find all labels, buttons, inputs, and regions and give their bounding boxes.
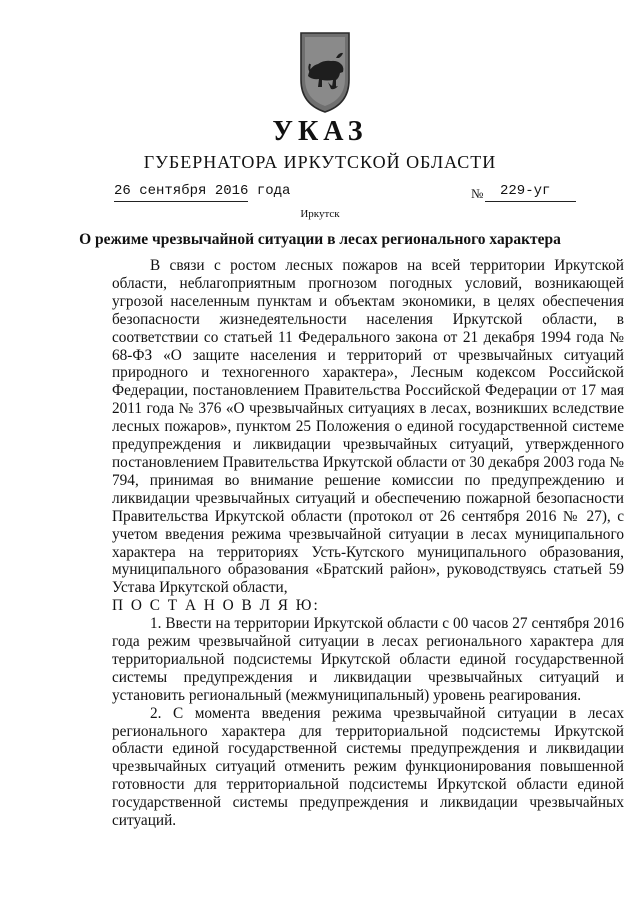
decree-subject-title: О режиме чрезвычайной ситуации в лесах регионального характера bbox=[79, 231, 561, 248]
number-underline bbox=[485, 201, 576, 202]
preamble-paragraph: В связи с ростом лесных пожаров на всей территории Иркутской области, неблагоприятным прогнозом погодных условий, возникающей угрозой населенным пунктам и объектам экономики, в целях обеспечения безопасности жизнедеятельности населения Иркутской области, в соответствии со статьей 11 Федерального закона от 21 декабря 1994 года № 68-ФЗ «О защите населения и территорий от чрезвычайных ситуаций природного и техногенного характера», Лесным кодексом Российской Федерации, постановлением Правительства Российской Федерации от 17 мая 2011 года № 376 «О чрезвычайных ситуациях в лесах, возникших вследствие лесных пожаров», пунктом 25 Положения о единой государственной системе предупреждения и ликвидации чрезвычайных ситуаций, утвержденного постановлением Правительства Иркутской области от 30 декабря 2003 года № 794, принимая во внимание решение комиссии по предупреждению и ликвидации чрезвычайных ситуаций и обеспечению пожарной безопасности Правительства Иркутской области (протокол от 26 сентября 2016 № 27), с учетом введения режима чрезвычайной ситуации в лесах муниципального характера на территориях Усть-Кутского муниципального образования, муниципального образования «Братский район», руководствуясь статьей 59 Устава Иркутской области, bbox=[112, 257, 624, 597]
clause-2: 2. С момента введения режима чрезвычайной ситуации в лесах регионального характера для территориальной подсистемы Иркутской области единой государственной системы предупреждения и ликвидации чрезвычайных ситуаций отменить режим функционирования повышенной готовности для территориальной подсистемы Иркутской области единой государственной системы предупреждения и ликвидации чрезвычайных ситуаций. bbox=[112, 704, 624, 830]
issuer-subtitle: ГУБЕРНАТОРА ИРКУТСКОЙ ОБЛАСТИ bbox=[143, 152, 497, 172]
decree-date: 26 сентября 2016 года bbox=[114, 183, 291, 199]
decree-body bbox=[112, 257, 624, 830]
decree-word: П О С Т А Н О В Л Я Ю: bbox=[112, 597, 320, 615]
date-underline bbox=[114, 201, 248, 202]
coat-of-arms-icon bbox=[298, 30, 352, 114]
clause-1: 1. Ввести на территории Иркутской области с 00 часов 27 сентября 2016 года режим чрезвычайной ситуации в лесах регионального характера для территориальной подсистемы Иркутской области единой государственной системы предупреждения и ликвидации чрезвычайных ситуаций и установить региональный (межмуниципальный) уровень реагирования. bbox=[112, 615, 624, 704]
issue-city: Иркутск bbox=[300, 208, 340, 220]
number-sign: № bbox=[471, 186, 484, 201]
decree-number: 229-уг bbox=[500, 183, 551, 199]
document-type-title: УКАЗ bbox=[272, 116, 368, 147]
